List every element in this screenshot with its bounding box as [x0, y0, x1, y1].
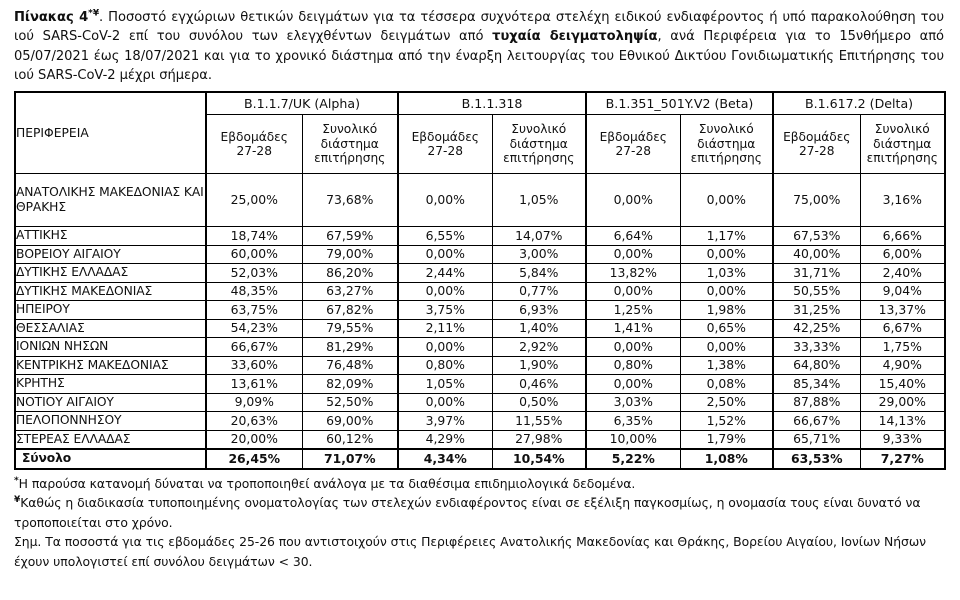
footnote-note-text: Σημ. Τα ποσοστά για τις εβδομάδες 25-26 που αντιστοιχούν στις Περιφέρειες Ανατολικής Μακεδονίας και Θράκης, Βορείου Αιγαίου, Ιονίων Νήσων έχουν υπολογιστεί επί συνόλου δειγμάτων < 30.	[14, 534, 927, 570]
table-row	[15, 338, 945, 357]
row-region-label: ΗΠΕΙΡΟΥ	[15, 301, 206, 320]
row-value-cell: 0,00%	[398, 338, 492, 357]
subheader-weeks-line2: 27-28	[799, 144, 835, 159]
row-value-cell: 0,46%	[492, 375, 586, 394]
row-value-cell: 0,77%	[492, 282, 586, 301]
row-value-cell: 1,03%	[680, 264, 773, 283]
footnote-marker-yen: ¥	[14, 495, 21, 506]
row-value-cell: 10,00%	[586, 430, 680, 449]
footnotes	[14, 474, 946, 572]
row-value-cell: 20,00%	[206, 430, 302, 449]
table-row	[15, 356, 945, 375]
row-region-label: Σύνολο	[15, 449, 206, 469]
row-value-cell: 0,65%	[680, 319, 773, 338]
row-region-label: ΣΤΕΡΕΑΣ ΕΛΛΑΔΑΣ	[15, 430, 206, 449]
group-header-alpha: B.1.1.7/UK (Alpha)	[206, 92, 398, 115]
subheader-beta-total	[680, 115, 773, 174]
footnote-yen-text: Καθώς η διαδικασία τυποποιημένης ονοματολογίας των στελεχών ενδιαφέροντος είναι σε εξέλιξη παγκοσμίως, η ονομασία τους είναι δυνατό να τροποποιείται στο χρόνο.	[14, 495, 921, 530]
group-header-beta: B.1.351_501Y.V2 (Beta)	[586, 92, 773, 115]
row-value-cell: 6,67%	[860, 319, 945, 338]
footnote-asterisk	[14, 474, 946, 494]
row-value-cell: 60,12%	[302, 430, 398, 449]
row-value-cell: 1,38%	[680, 356, 773, 375]
row-value-cell: 0,00%	[680, 282, 773, 301]
row-value-cell: 79,55%	[302, 319, 398, 338]
row-value-cell: 50,55%	[773, 282, 860, 301]
group-header-row	[15, 92, 945, 115]
row-value-cell: 33,60%	[206, 356, 302, 375]
table-row	[15, 264, 945, 283]
row-value-cell: 13,82%	[586, 264, 680, 283]
row-value-cell: 6,35%	[586, 412, 680, 431]
row-value-cell: 0,00%	[586, 174, 680, 227]
row-value-cell: 67,59%	[302, 227, 398, 246]
table-row	[15, 319, 945, 338]
row-value-cell: 79,00%	[302, 245, 398, 264]
row-value-cell: 0,00%	[398, 282, 492, 301]
footnote-marker-asterisk: *	[14, 475, 19, 486]
table-row	[15, 393, 945, 412]
row-value-cell: 1,17%	[680, 227, 773, 246]
subheader-weeks-line1: Εβδομάδες	[599, 129, 667, 144]
row-value-cell: 1,25%	[586, 301, 680, 320]
row-value-cell: 1,08%	[680, 449, 773, 469]
row-value-cell: 0,50%	[492, 393, 586, 412]
row-value-cell: 87,88%	[773, 393, 860, 412]
subheader-total-line2: διάστημα	[509, 136, 568, 151]
caption-bold-phrase: τυχαία δειγματοληψία	[492, 29, 658, 45]
row-value-cell: 7,27%	[860, 449, 945, 469]
footnote-asterisk-text: Η παρούσα κατανομή δύναται να τροποποιηθεί ανάλογα με τα διαθέσιμα επιδημιολογικά δεδομένα.	[18, 475, 636, 491]
footnote-yen	[14, 493, 946, 532]
row-value-cell: 0,80%	[398, 356, 492, 375]
table-row	[15, 227, 945, 246]
caption-text-1: . Ποσοστό εγχώριων θετικών δειγμάτων για τα τέσσερα συχνότερα στελέχη ειδικού ενδιαφέροντος ή υπό παρακολούθηση του ιού SARS-CoV-2 επί του συνόλου των ελεγχθέντων δειγμάτων από	[14, 10, 944, 45]
row-region-label: ΝΟΤΙΟΥ ΑΙΓΑΙΟΥ	[15, 393, 206, 412]
row-value-cell: 63,75%	[206, 301, 302, 320]
row-value-cell: 18,74%	[206, 227, 302, 246]
row-value-cell: 0,00%	[586, 375, 680, 394]
row-value-cell: 1,79%	[680, 430, 773, 449]
subheader-weeks-line2: 27-28	[615, 144, 651, 159]
row-value-cell: 3,00%	[492, 245, 586, 264]
subheader-weeks-line1: Εβδομάδες	[783, 129, 851, 144]
row-value-cell: 2,44%	[398, 264, 492, 283]
row-value-cell: 65,71%	[773, 430, 860, 449]
row-value-cell: 0,00%	[586, 245, 680, 264]
caption-label: Πίνακας 4	[14, 10, 89, 25]
row-value-cell: 1,41%	[586, 319, 680, 338]
row-value-cell: 69,00%	[302, 412, 398, 431]
subheader-total-line1: Συνολικό	[698, 122, 754, 137]
table-row	[15, 430, 945, 449]
subheader-alpha-weeks	[206, 115, 302, 174]
row-value-cell: 6,93%	[492, 301, 586, 320]
row-value-cell: 4,90%	[860, 356, 945, 375]
row-value-cell: 5,22%	[586, 449, 680, 469]
row-value-cell: 66,67%	[773, 412, 860, 431]
row-value-cell: 52,03%	[206, 264, 302, 283]
row-value-cell: 0,00%	[680, 338, 773, 357]
row-value-cell: 5,84%	[492, 264, 586, 283]
footnote-note	[14, 532, 946, 571]
row-value-cell: 9,09%	[206, 393, 302, 412]
row-value-cell: 1,05%	[398, 375, 492, 394]
row-value-cell: 0,00%	[680, 245, 773, 264]
row-value-cell: 2,40%	[860, 264, 945, 283]
row-value-cell: 3,16%	[860, 174, 945, 227]
row-value-cell: 1,05%	[492, 174, 586, 227]
row-value-cell: 14,13%	[860, 412, 945, 431]
row-value-cell: 1,40%	[492, 319, 586, 338]
row-value-cell: 81,29%	[302, 338, 398, 357]
row-value-cell: 26,45%	[206, 449, 302, 469]
caption-footnote-markers: *¥	[88, 8, 100, 19]
row-value-cell: 4,29%	[398, 430, 492, 449]
row-value-cell: 20,63%	[206, 412, 302, 431]
row-value-cell: 1,98%	[680, 301, 773, 320]
row-value-cell: 54,23%	[206, 319, 302, 338]
row-value-cell: 42,25%	[773, 319, 860, 338]
row-value-cell: 25,00%	[206, 174, 302, 227]
subheader-weeks-line1: Εβδομάδες	[220, 129, 288, 144]
row-value-cell: 0,00%	[398, 245, 492, 264]
row-value-cell: 82,09%	[302, 375, 398, 394]
table-row	[15, 412, 945, 431]
row-value-cell: 0,80%	[586, 356, 680, 375]
row-value-cell: 14,07%	[492, 227, 586, 246]
row-value-cell: 64,80%	[773, 356, 860, 375]
row-value-cell: 63,53%	[773, 449, 860, 469]
row-value-cell: 52,50%	[302, 393, 398, 412]
row-value-cell: 48,35%	[206, 282, 302, 301]
subheader-total-line2: διάστημα	[873, 136, 932, 151]
table-row	[15, 282, 945, 301]
row-value-cell: 86,20%	[302, 264, 398, 283]
subheader-total-line3: επιτήρησης	[314, 151, 386, 166]
subheader-total-line3: επιτήρησης	[690, 151, 762, 166]
row-value-cell: 63,27%	[302, 282, 398, 301]
row-value-cell: 4,34%	[398, 449, 492, 469]
subheader-alpha-total	[302, 115, 398, 174]
row-region-label: ΑΝΑΤΟΛΙΚΗΣ ΜΑΚΕΔΟΝΙΑΣ ΚΑΙ ΘΡΑΚΗΣ	[15, 174, 206, 227]
subheader-weeks-line2: 27-28	[427, 144, 463, 159]
column-header-region: ΠΕΡΙΦΕΡΕΙΑ	[15, 92, 206, 174]
row-value-cell: 0,08%	[680, 375, 773, 394]
subheader-total-line3: επιτήρησης	[866, 151, 938, 166]
subheader-total-line2: διάστημα	[320, 136, 379, 151]
row-value-cell: 9,04%	[860, 282, 945, 301]
table-row	[15, 245, 945, 264]
subheader-total-line1: Συνολικό	[874, 122, 930, 137]
row-value-cell: 33,33%	[773, 338, 860, 357]
row-value-cell: 66,67%	[206, 338, 302, 357]
row-value-cell: 27,98%	[492, 430, 586, 449]
row-region-label: ΙΟΝΙΩΝ ΝΗΣΩΝ	[15, 338, 206, 357]
row-value-cell: 10,54%	[492, 449, 586, 469]
row-value-cell: 75,00%	[773, 174, 860, 227]
row-value-cell: 3,75%	[398, 301, 492, 320]
row-value-cell: 3,03%	[586, 393, 680, 412]
row-value-cell: 6,00%	[860, 245, 945, 264]
group-header-b11318: B.1.1.318	[398, 92, 586, 115]
row-value-cell: 6,64%	[586, 227, 680, 246]
row-region-label: ΚΕΝΤΡΙΚΗΣ ΜΑΚΕΔΟΝΙΑΣ	[15, 356, 206, 375]
variants-by-region-table	[14, 91, 946, 470]
table-row	[15, 174, 945, 227]
row-value-cell: 67,82%	[302, 301, 398, 320]
row-region-label: ΠΕΛΟΠΟΝΝΗΣΟΥ	[15, 412, 206, 431]
row-value-cell: 2,11%	[398, 319, 492, 338]
row-region-label: ΑΤΤΙΚΗΣ	[15, 227, 206, 246]
subheader-weeks-line1: Εβδομάδες	[411, 129, 479, 144]
row-value-cell: 0,00%	[586, 338, 680, 357]
row-value-cell: 40,00%	[773, 245, 860, 264]
row-value-cell: 85,34%	[773, 375, 860, 394]
caption-text-2: , ανά Περιφέρεια για το 15νθήμερο από 05/07/2021 έως 18/07/2021 και για το χρονικό διάστημα από την έναρξη λειτουργίας του Εθνικού Δικτύου Γονιδιωματικής Επιτήρησης του ιού SARS-CoV-2 μέχρι σήμερα.	[14, 29, 945, 83]
subheader-beta-weeks	[586, 115, 680, 174]
row-value-cell: 31,71%	[773, 264, 860, 283]
row-value-cell: 71,07%	[302, 449, 398, 469]
row-value-cell: 3,97%	[398, 412, 492, 431]
row-value-cell: 0,00%	[680, 174, 773, 227]
table-total-row	[15, 449, 945, 469]
subheader-total-line2: διάστημα	[697, 136, 756, 151]
row-region-label: ΚΡΗΤΗΣ	[15, 375, 206, 394]
row-value-cell: 1,90%	[492, 356, 586, 375]
row-value-cell: 29,00%	[860, 393, 945, 412]
row-value-cell: 9,33%	[860, 430, 945, 449]
row-value-cell: 2,92%	[492, 338, 586, 357]
subheader-delta-weeks	[773, 115, 860, 174]
row-value-cell: 1,52%	[680, 412, 773, 431]
row-value-cell: 11,55%	[492, 412, 586, 431]
row-value-cell: 67,53%	[773, 227, 860, 246]
row-value-cell: 0,00%	[398, 174, 492, 227]
row-value-cell: 73,68%	[302, 174, 398, 227]
row-value-cell: 60,00%	[206, 245, 302, 264]
subheader-total-line3: επιτήρησης	[503, 151, 575, 166]
row-value-cell: 1,75%	[860, 338, 945, 357]
row-region-label: ΒΟΡΕΙΟΥ ΑΙΓΑΙΟΥ	[15, 245, 206, 264]
row-value-cell: 2,50%	[680, 393, 773, 412]
row-value-cell: 76,48%	[302, 356, 398, 375]
row-region-label: ΔΥΤΙΚΗΣ ΕΛΛΑΔΑΣ	[15, 264, 206, 283]
row-value-cell: 13,37%	[860, 301, 945, 320]
table-caption	[14, 8, 946, 85]
subheader-b11318-total	[492, 115, 586, 174]
table-body	[15, 174, 945, 469]
row-region-label: ΘΕΣΣΑΛΙΑΣ	[15, 319, 206, 338]
table-head	[15, 92, 945, 174]
row-value-cell: 31,25%	[773, 301, 860, 320]
subheader-delta-total	[860, 115, 945, 174]
row-region-label: ΔΥΤΙΚΗΣ ΜΑΚΕΔΟΝΙΑΣ	[15, 282, 206, 301]
table-row	[15, 375, 945, 394]
subheader-total-line1: Συνολικό	[511, 122, 567, 137]
table-row	[15, 301, 945, 320]
row-value-cell: 0,00%	[398, 393, 492, 412]
row-value-cell: 0,00%	[586, 282, 680, 301]
row-value-cell: 15,40%	[860, 375, 945, 394]
row-value-cell: 6,55%	[398, 227, 492, 246]
subheader-total-line1: Συνολικό	[322, 122, 378, 137]
subheader-weeks-line2: 27-28	[236, 144, 272, 159]
group-header-delta: B.1.617.2 (Delta)	[773, 92, 945, 115]
subheader-b11318-weeks	[398, 115, 492, 174]
row-value-cell: 13,61%	[206, 375, 302, 394]
row-value-cell: 6,66%	[860, 227, 945, 246]
